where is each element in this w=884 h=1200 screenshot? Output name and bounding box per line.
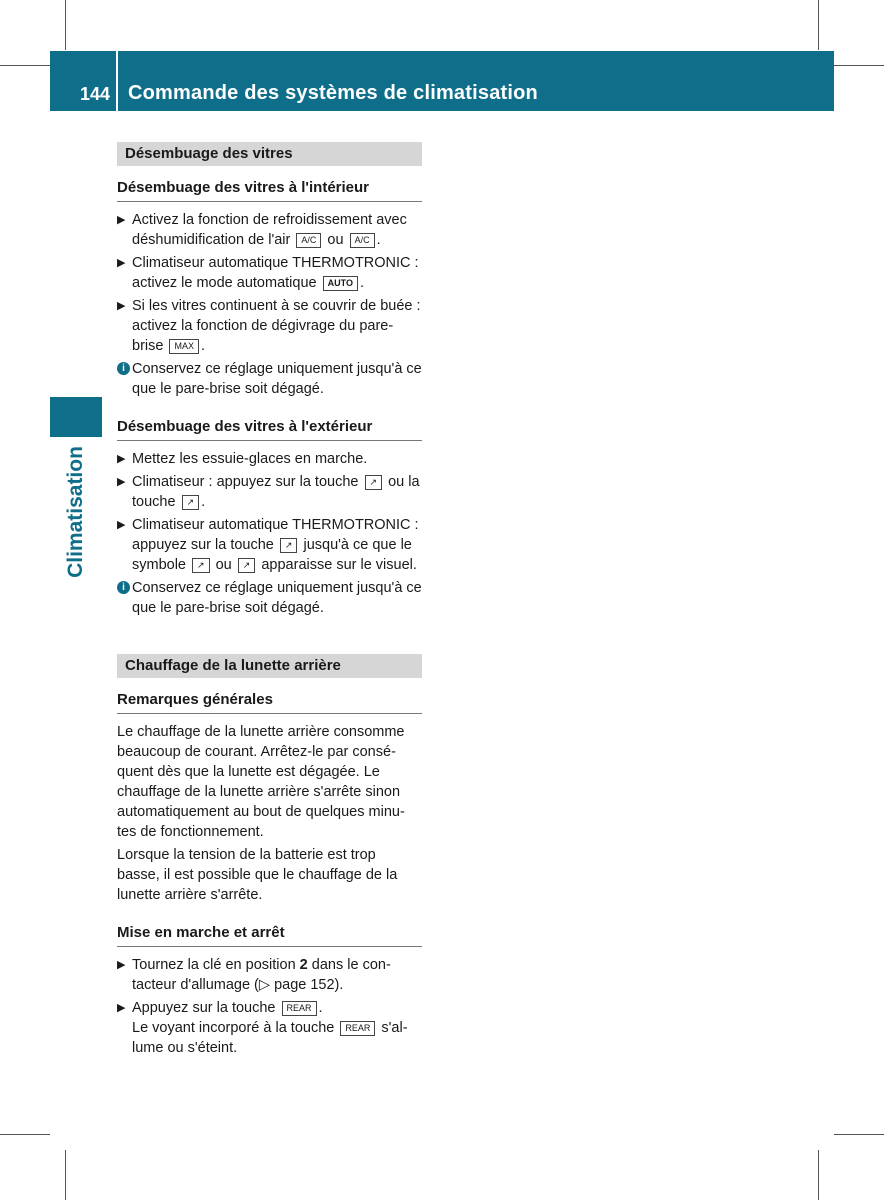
subsection-title: Désembuage des vitres à l'intérieur xyxy=(117,178,422,202)
rear-window-heating-key-icon: REAR xyxy=(340,1021,375,1036)
list-item: ▶ Mettez les essuie-glaces en marche. xyxy=(117,451,368,467)
page-number: 144 xyxy=(80,84,111,104)
info-note: i Conservez ce réglage uniquement jusqu'à ce que le pare-brise soit dégagé. xyxy=(117,578,422,618)
airflow-windshield-footwell-key-icon: ↗ xyxy=(182,495,200,510)
info-note: i Conservez ce réglage uniquement jusqu'à ce que le pare-brise soit dégagé. xyxy=(117,359,422,399)
triangle-bullet-icon: ▶ xyxy=(117,476,126,488)
subsection-title: Remarques générales xyxy=(117,690,422,714)
crop-mark xyxy=(0,65,50,66)
crop-mark xyxy=(65,0,66,50)
triangle-bullet-icon: ▶ xyxy=(117,1002,126,1014)
crop-mark xyxy=(834,1134,884,1135)
page-title: Commande des systèmes de climatisation xyxy=(128,82,538,104)
rear-window-heating-key-icon: REAR xyxy=(282,1001,317,1016)
list-item: ▶ Climatiseur : appuyez sur la touche ↗ ou la touche ↗ . xyxy=(117,474,420,510)
auto-key-icon: AUTO xyxy=(323,276,358,291)
ac-key-icon: A/C xyxy=(296,233,321,248)
ac-max-key-icon: A/C xyxy=(350,233,375,248)
paragraph: Lorsque la tension de la batterie est trop basse, il est possible que le chauffage de la lunette arrière s'arrête. xyxy=(117,847,398,903)
list-item: ▶ Climatiseur automatique THERMOTRONIC : activez le mode automatique AUTO . xyxy=(117,255,419,291)
section-title: Chauffage de la lunette arrière xyxy=(117,654,422,678)
list-item: ▶ Climatiseur automatique THERMOTRONIC : appuyez sur la touche ↗ jusqu'à ce que le symbole ↗ ou ↗ apparaisse sur le visuel. xyxy=(117,517,419,573)
triangle-bullet-icon: ▶ xyxy=(117,257,126,269)
page-header xyxy=(50,51,834,111)
airflow-windshield-key-icon: ↗ xyxy=(192,558,210,573)
triangle-bullet-icon: ▶ xyxy=(117,300,126,312)
air-distribution-key-icon: ↗ xyxy=(280,538,298,553)
subsection-title: Mise en marche et arrêt xyxy=(117,923,422,947)
paragraph: Le chauffage de la lunette arrière consomme beaucoup de courant. Arrêtez-le par consé-quent dès que la lunette est dégagée. Le chauffage de la lunette arrière s'arrête sinon automatiquement au bout de quelques minu-tes de fonctionnement. xyxy=(117,724,405,840)
crop-mark xyxy=(0,1134,50,1135)
section-title: Désembuage des vitres xyxy=(117,142,422,166)
main-content xyxy=(117,142,422,1061)
crop-mark xyxy=(65,1150,66,1200)
triangle-bullet-icon: ▶ xyxy=(117,214,126,226)
side-tab-marker xyxy=(50,397,102,437)
header-divider xyxy=(116,51,118,111)
airflow-windshield-key-icon: ↗ xyxy=(365,475,383,490)
list-item: ▶ Activez la fonction de refroidissement avec déshumidification de l'air A/C ou A/C . xyxy=(117,212,407,248)
triangle-bullet-icon: ▶ xyxy=(117,519,126,531)
crop-mark xyxy=(818,0,819,50)
crop-mark xyxy=(834,65,884,66)
list-item: ▶ Appuyez sur la touche REAR . Le voyant incorporé à la touche REAR s'al-lume ou s'éteint. xyxy=(117,1000,408,1056)
windshield-defrost-key-icon: MAX xyxy=(169,339,199,354)
side-tab-label: Climatisation xyxy=(64,446,88,578)
airflow-windshield-footwell-key-icon: ↗ xyxy=(238,558,256,573)
triangle-bullet-icon: ▶ xyxy=(117,453,126,465)
subsection-title: Désembuage des vitres à l'extérieur xyxy=(117,417,422,441)
list-item: ▶ Si les vitres continuent à se couvrir de buée : activez la fonction de dégivrage du pare-brise MAX . xyxy=(117,298,421,354)
triangle-bullet-icon: ▶ xyxy=(117,959,126,971)
list-item: ▶ Tournez la clé en position 2 dans le con-tacteur d'allumage (▷ page 152). xyxy=(117,957,391,993)
info-icon: i xyxy=(117,362,130,375)
crop-mark xyxy=(818,1150,819,1200)
info-icon: i xyxy=(117,581,130,594)
